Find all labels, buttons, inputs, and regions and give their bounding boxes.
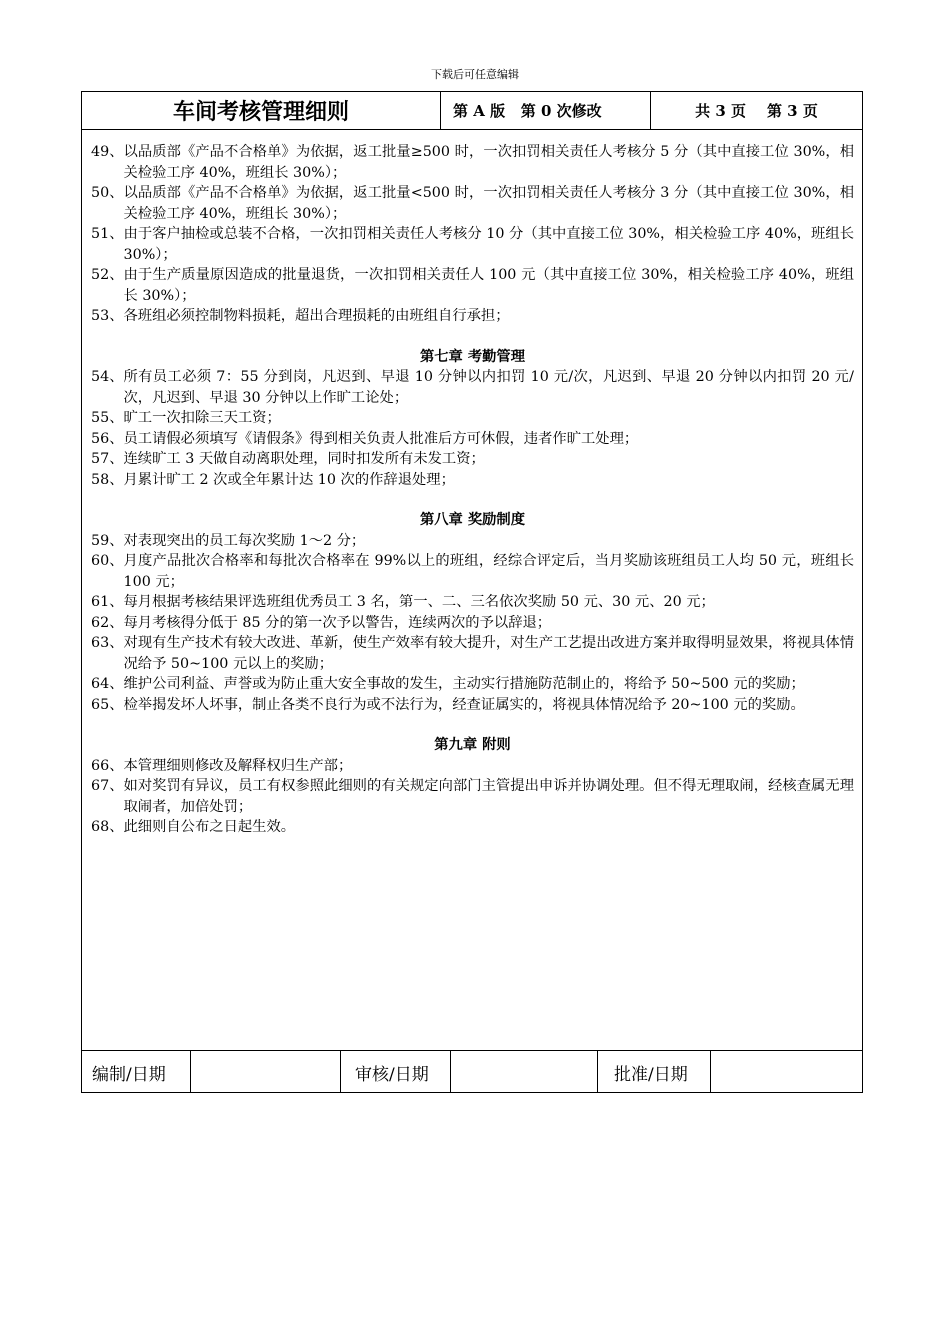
item-text: 检举揭发坏人坏事，制止各类不良行为或不法行为，经查证属实的，将视具体情况给予 20~100 元的奖励。 <box>123 696 805 713</box>
item-group-appendix <box>91 756 854 838</box>
item-text: 如对奖罚有异议，员工有权参照此细则的有关规定向部门主管提出申诉并协调处理。但不得无理取闹，经核查属无理取闹者，加倍处罚； <box>123 778 854 815</box>
approved-date-field <box>711 1051 862 1093</box>
chapter-heading-attendance: 第七章 考勤管理 <box>419 348 526 365</box>
item-text: 连续旷工 3 天做自动离职处理，同时扣发所有未发工资； <box>123 451 485 467</box>
item-number: 57、 <box>91 451 124 467</box>
list-item <box>91 367 854 408</box>
list-item <box>91 633 854 674</box>
item-text: 对现有生产技术有较大改进、革新，使生产效率有较大提升，对生产工艺提出改进方案并取得明显效果，将视具体情况给予 50~100 元以上的奖励； <box>123 635 854 672</box>
item-group-rewards <box>91 531 854 716</box>
list-item <box>91 142 854 183</box>
item-text: 维护公司利益、声誉或为防止重大安全事故的发生，主动实行措施防范制止的，将给予 50~500 元的奖励； <box>123 676 805 692</box>
list-item <box>91 776 854 817</box>
item-number: 66、 <box>91 757 124 774</box>
list-item <box>91 695 854 716</box>
item-number: 63、 <box>91 635 124 651</box>
chapter-heading-appendix: 第九章 附则 <box>434 737 511 753</box>
item-text: 旷工一次扣除三天工资； <box>123 410 281 426</box>
document-table <box>81 91 863 1093</box>
list-item <box>91 306 854 327</box>
item-group-quality <box>91 142 854 327</box>
list-item <box>91 224 854 265</box>
item-number: 59、 <box>91 532 124 549</box>
item-text: 员工请假必须填写《请假条》得到相关负责人批准后方可休假，违者作旷工处理； <box>123 430 639 447</box>
download-note: 下载后可任意编辑 <box>431 68 519 81</box>
item-number: 50、 <box>91 185 124 201</box>
approved-date-label: 批准/日期 <box>598 1051 711 1093</box>
item-number: 52、 <box>91 267 124 283</box>
item-text: 由于客户抽检或总装不合格，一次扣罚相关责任人考核分 10 分（其中直接工位 30%，相关检验工序 40%，班组长 30%）； <box>123 226 854 263</box>
item-text: 以品质部《产品不合格单》为依据，返工批量≥500 时，一次扣罚相关责任人考核分 5 分（其中直接工位 30%，相关检验工序 40%，班组长 30%）； <box>123 144 854 181</box>
reviewed-date-label: 审核/日期 <box>341 1051 451 1093</box>
header-row <box>82 92 862 130</box>
page-info: 共 3 页 第 3 页 <box>695 102 818 120</box>
chapter-heading-rewards: 第八章 奖励制度 <box>419 512 526 528</box>
reviewed-date-field <box>451 1051 598 1093</box>
list-item <box>91 551 854 592</box>
item-text: 由于生产质量原因造成的批量退货，一次扣罚相关责任人 100 元（其中直接工位 30%，相关检验工序 40%，班组长 30%）； <box>123 267 854 304</box>
list-item <box>91 429 854 450</box>
item-number: 56、 <box>91 430 124 447</box>
signature-row <box>82 1050 862 1092</box>
item-text: 每月根据考核结果评选班组优秀员工 3 名，第一、二、三名依次奖励 50 元、30 元、20 元； <box>123 594 715 610</box>
list-item <box>91 183 854 224</box>
list-item <box>91 756 854 777</box>
list-item <box>91 674 854 695</box>
list-item <box>91 449 854 470</box>
item-group-attendance <box>91 367 854 490</box>
item-number: 60、 <box>91 553 124 569</box>
item-text: 本管理细则修改及解释权归生产部； <box>123 757 353 774</box>
item-number: 61、 <box>91 594 124 610</box>
item-number: 65、 <box>91 696 124 713</box>
item-number: 54、 <box>91 369 124 385</box>
list-item <box>91 531 854 552</box>
list-item <box>91 408 854 429</box>
item-text: 各班组必须控制物料损耗，超出合理损耗的由班组自行承担； <box>123 308 510 324</box>
document-title: 车间考核管理细则 <box>82 92 441 129</box>
item-text: 以品质部《产品不合格单》为依据，返工批量<500 时，一次扣罚相关责任人考核分 3 分（其中直接工位 30%，相关检验工序 40%，班组长 30%）； <box>123 185 854 222</box>
item-number: 64、 <box>91 676 124 692</box>
item-text: 月累计旷工 2 次或全年累计达 10 次的作辞退处理； <box>123 471 455 488</box>
item-number: 51、 <box>91 226 124 242</box>
list-item <box>91 817 854 838</box>
list-item <box>91 470 854 491</box>
version-info: 第 A 版 第 0 次修改 <box>441 92 651 129</box>
item-number: 67、 <box>91 778 124 794</box>
list-item <box>91 265 854 306</box>
item-text: 所有员工必须 7：55 分到岗，凡迟到、早退 10 分钟以内扣罚 10 元/次，凡迟到、早退 20 分钟以内扣罚 20 元/次，凡迟到、早退 30 分钟以上作旷工论处； <box>123 369 854 406</box>
item-text: 每月考核得分低于 85 分的第一次予以警告，连续两次的予以辞退； <box>123 614 552 631</box>
item-number: 53、 <box>91 308 124 324</box>
list-item <box>91 613 854 634</box>
item-text: 月度产品批次合格率和每批次合格率在 99%以上的班组，经综合评定后，当月奖励该班组员工人均 50 元，班组长 100 元； <box>123 553 854 590</box>
item-number: 68、 <box>91 819 124 835</box>
compiled-date-field <box>191 1051 341 1093</box>
item-number: 49、 <box>91 144 124 160</box>
item-number: 55、 <box>91 410 124 426</box>
item-number: 58、 <box>91 471 124 488</box>
item-number: 62、 <box>91 614 124 631</box>
compiled-date-label: 编制/日期 <box>82 1051 191 1093</box>
list-item <box>91 592 854 613</box>
item-text: 对表现突出的员工每次奖励 1～2 分； <box>123 532 366 549</box>
item-text: 此细则自公布之日起生效。 <box>123 819 296 835</box>
regulation-body <box>82 130 862 1050</box>
